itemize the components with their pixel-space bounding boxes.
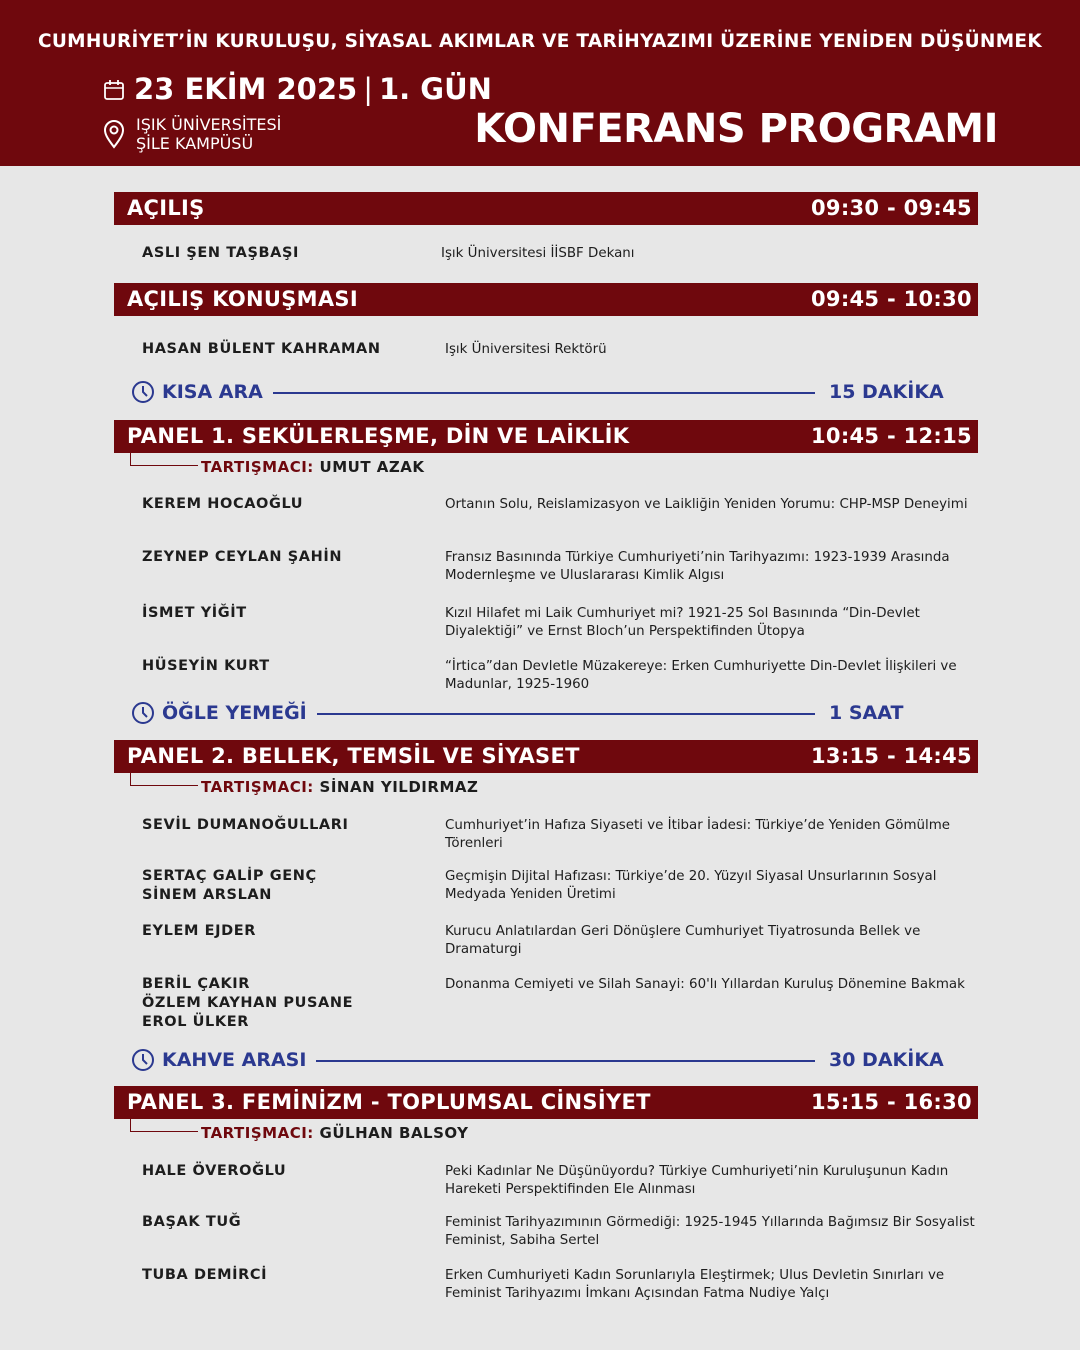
moderator-label: TARTIŞMACI:: [201, 458, 314, 476]
session-header-bar: [114, 283, 978, 316]
session-header-bar: [114, 1086, 978, 1119]
speaker-name: [142, 604, 247, 623]
session-header-bar: [114, 420, 978, 453]
moderator-text: [201, 458, 425, 476]
talk-title: “İrtica”dan Devletle Müzakereye: Erken Cumhuriyette Din-Devlet İlişkileri ve Madunlar, 1925-1960: [445, 659, 957, 692]
header-banner: [0, 0, 1080, 166]
speaker-name: [142, 975, 353, 1032]
clock-icon: [131, 701, 155, 725]
speaker-name-line: TUBA DEMİRCİ: [142, 1267, 268, 1283]
moderator-label: TARTIŞMACI:: [201, 778, 314, 796]
speaker-name-line: SEVİL DUMANOĞULLARI: [142, 817, 349, 833]
break-divider-line: [317, 713, 815, 715]
speaker-name: [142, 548, 342, 567]
break-duration: 30 DAKİKA: [829, 1049, 944, 1071]
speaker-name-line: EROL ÜLKER: [142, 1014, 250, 1030]
speaker-name-line: HALE ÖVEROĞLU: [142, 1163, 287, 1179]
speaker-name-line: HÜSEYİN KURT: [142, 658, 270, 674]
speaker-name-line: ASLI ŞEN TAŞBAŞI: [142, 245, 300, 261]
talk-title: Fransız Basınında Türkiye Cumhuriyeti’nin Tarihyazımı: 1923-1939 Arasında Modernleşme ve Uluslararası Kimlik Algısı: [445, 550, 950, 583]
talk-title: Kızıl Hilafet mi Laik Cumhuriyet mi? 1921-25 Sol Basınında “Din-Devlet Diyalektiği” ve Ernst Bloch’un Perspektifinden Ütopya: [445, 606, 920, 639]
moderator-name: SİNAN YILDIRMAZ: [319, 778, 479, 796]
location-pin-icon: [103, 119, 125, 149]
break-duration: 1 SAAT: [829, 702, 904, 724]
clock-icon: [131, 380, 155, 404]
conference-title: CUMHURİYET’İN KURULUŞU, SİYASAL AKIMLAR VE TARİHYAZIMI ÜZERİNE YENİDEN DÜŞÜNMEK: [37, 31, 1042, 52]
session-header-bar: [114, 740, 978, 773]
session-header-bar: [114, 192, 978, 225]
session-title: AÇILIŞ KONUŞMASI: [127, 287, 358, 311]
session-title: PANEL 3. FEMİNİZM - TOPLUMSAL CİNSİYET: [127, 1090, 651, 1114]
moderator-bracket: [130, 447, 198, 466]
moderator-text: [201, 778, 478, 796]
talk-title: Işık Üniversitesi İİSBF Dekanı: [441, 246, 635, 261]
event-date: [134, 72, 492, 106]
speaker-name-line: SERTAÇ GALİP GENÇ: [142, 868, 317, 884]
session-title: PANEL 1. SEKÜLERLEŞME, DİN VE LAİKLİK: [127, 424, 630, 448]
session-time: 15:15 - 16:30: [811, 1090, 972, 1114]
moderator-name: UMUT AZAK: [319, 458, 425, 476]
break-label: ÖĞLE YEMEĞİ: [162, 702, 307, 724]
talk-title: Işık Üniversitesi Rektörü: [445, 342, 607, 357]
speaker-name-line: BERİL ÇAKIR: [142, 976, 251, 992]
location: [136, 115, 281, 153]
speaker-name: [142, 1213, 241, 1232]
date-text: 23 EKİM 2025: [134, 72, 358, 106]
clock-icon: [131, 1048, 155, 1072]
speaker-name: [142, 1162, 286, 1181]
talk-title: Geçmişin Dijital Hafızası: Türkiye’de 20. Yüzyıl Siyasal Unsurlarının Sosyal Medyada Yeniden Üretimi: [445, 869, 937, 902]
break-row: [131, 700, 951, 726]
program-title: KONFERANS PROGRAMI: [474, 106, 998, 152]
break-row: [131, 379, 951, 405]
speaker-name: [142, 922, 256, 941]
session-time: 10:45 - 12:15: [811, 424, 972, 448]
day-text: 1. GÜN: [378, 72, 492, 106]
talk-title: Donanma Cemiyeti ve Silah Sanayi: 60'lı Yıllardan Kuruluş Dönemine Bakmak: [445, 977, 965, 992]
speaker-name-line: HASAN BÜLENT KAHRAMAN: [142, 341, 381, 357]
break-row: [131, 1047, 951, 1073]
speaker-name-line: ZEYNEP CEYLAN ŞAHİN: [142, 549, 343, 565]
break-divider-line: [316, 1060, 815, 1062]
talk-title: Cumhuriyet’in Hafıza Siyaseti ve İtibar İadesi: Türkiye’de Yeniden Gömülme Törenleri: [445, 818, 951, 851]
talk-title: Feminist Tarihyazımının Görmediği: 1925-1945 Yıllarında Bağımsız Bir Sosyalist Feminist, Sabiha Sertel: [445, 1215, 975, 1248]
moderator-bracket: [130, 767, 198, 786]
speaker-name-line: KEREM HOCAOĞLU: [142, 496, 304, 512]
speaker-name: [142, 244, 299, 263]
break-divider-line: [273, 392, 815, 394]
session-title: PANEL 2. BELLEK, TEMSİL VE SİYASET: [127, 744, 580, 768]
location-line-1: IŞIK ÜNİVERSİTESİ: [136, 115, 282, 134]
moderator-name: GÜLHAN BALSOY: [319, 1124, 469, 1142]
calendar-icon: [103, 79, 125, 101]
talk-title: Peki Kadınlar Ne Düşünüyordu? Türkiye Cumhuriyeti’nin Kuruluşunun Kadın Hareketi Perspektifinden Ele Alınması: [445, 1164, 949, 1197]
location-line-2: ŞİLE KAMPÜSÜ: [136, 134, 254, 153]
talk-title: Ortanın Solu, Reislamizasyon ve Laikliğin Yeniden Yorumu: CHP-MSP Deneyimi: [445, 497, 968, 512]
break-label: KISA ARA: [162, 381, 263, 403]
speaker-name-line: ÖZLEM KAYHAN PUSANE: [142, 995, 354, 1011]
session-time: 13:15 - 14:45: [811, 744, 972, 768]
moderator-text: [201, 1124, 469, 1142]
break-duration: 15 DAKİKA: [829, 381, 944, 403]
speaker-name: [142, 495, 303, 514]
speaker-name: [142, 816, 349, 835]
session-time: 09:30 - 09:45: [811, 196, 972, 220]
talk-title: Kurucu Anlatılardan Geri Dönüşlere Cumhuriyet Tiyatrosunda Bellek ve Dramaturgi: [445, 924, 921, 957]
speaker-name-line: BAŞAK TUĞ: [142, 1214, 242, 1230]
session-time: 09:45 - 10:30: [811, 287, 972, 311]
moderator-bracket: [130, 1113, 198, 1132]
speaker-name-line: İSMET YİĞİT: [142, 605, 247, 621]
separator: |: [363, 72, 373, 106]
speaker-name-line: EYLEM EJDER: [142, 923, 257, 939]
session-title: AÇILIŞ: [127, 196, 205, 220]
talk-title: Erken Cumhuriyeti Kadın Sorunlarıyla Eleştirmek; Ulus Devletin Sınırları ve Feminist Tarihyazımı İmkanı Açısından Fatma Nudiye Yalçı: [445, 1268, 945, 1301]
moderator-label: TARTIŞMACI:: [201, 1124, 314, 1142]
speaker-name-line: SİNEM ARSLAN: [142, 887, 272, 903]
break-label: KAHVE ARASI: [162, 1049, 307, 1071]
speaker-name: [142, 340, 381, 359]
speaker-name: [142, 867, 317, 905]
speaker-name: [142, 1266, 267, 1285]
speaker-name: [142, 657, 270, 676]
